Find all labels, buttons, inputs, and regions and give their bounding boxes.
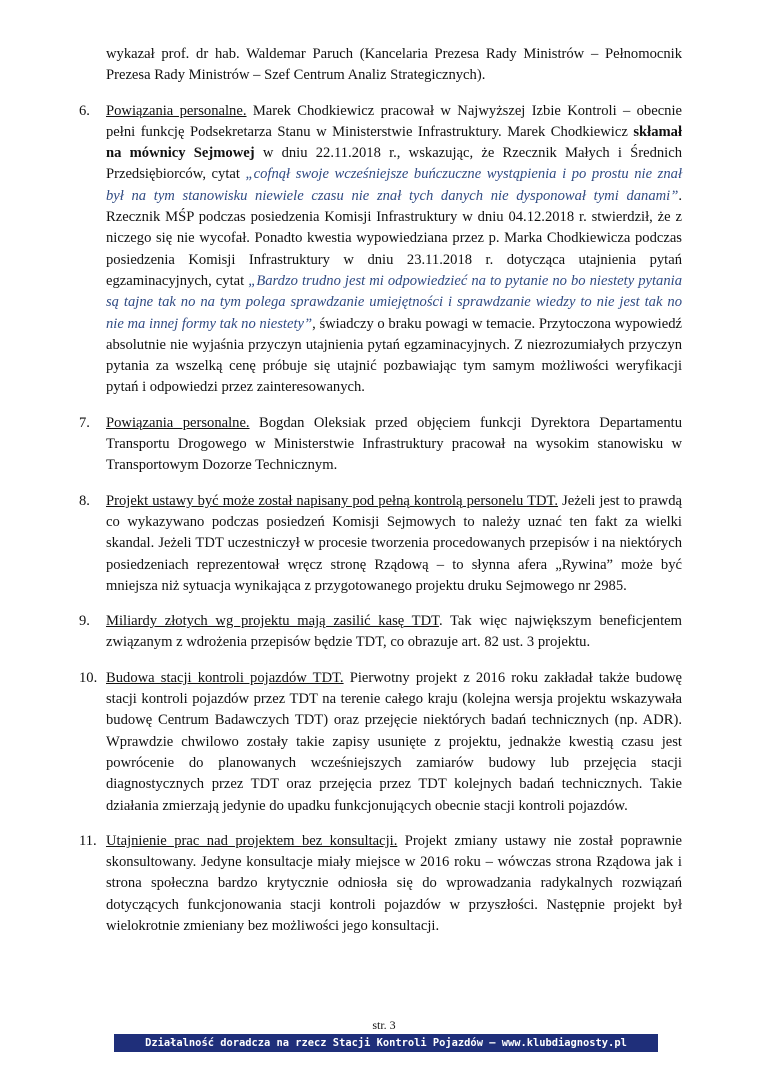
item-number: 8.: [79, 492, 90, 509]
item-number: 11.: [79, 832, 97, 849]
item-heading: Projekt ustawy być może został napisany pod pełną kontrolą personelu TDT.: [106, 492, 559, 509]
list-item-9: [79, 611, 682, 654]
item-text: . Tak więc największym beneficjentem związanym z wdrożenia przepisów będzie TDT, co obrazuje art. 82 ust. 3 projektu.: [106, 613, 682, 651]
item-paragraph: [106, 101, 682, 399]
item-text: , świadczy o braku powagi w temacie. Przytoczona wypowiedź absolutnie nie wyjaśnia przyczyn utajnienia pytań egzaminacyjnych. Z niezrozumiałych przyczyn pytania za wszelką cenę próbuje się utajnić pozbawiając tym samym możliwości weryfikacji pytań i odpowiedzi przez zainteresowanych.: [106, 315, 682, 396]
item-number: 9.: [79, 613, 90, 630]
intro-continuation: wykazał prof. dr hab. Waldemar Paruch (Kancelaria Prezesa Rady Ministrów – Pełnomocnik Prezesa Rady Ministrów – Szef Centrum Analiz Strategicznych).: [106, 46, 682, 84]
item-heading: Powiązania personalne.: [106, 102, 247, 119]
item-text: w dniu 22.11.2018 r., wskazując, że Rzecznik Małych i Średnich Przedsiębiorców, cytat: [106, 145, 682, 183]
item-quote: „Bardzo trudno jest mi odpowiedzieć na to pytanie no bo niestety pytania są tajne tak no na tym polega sprawdzanie umiejętności i sprawdzanie wiedzy to nie jest tak no nie ma innej formy tak no niestety”: [106, 272, 682, 332]
item-text: Projekt zmiany ustawy nie został poprawnie skonsultowany. Jedyne konsultacje miały miejsce w 2016 roku – wówczas strona Rządowa jak i strona społeczna bardzo krytycznie odniosła się do wprowadzania radykalnych rozwiązań dotyczących funkcjonowania stacji kontroli pojazdów w przyszłości. Następnie projekt był wielokrotnie zmieniany bez możliwości jego konsultacji.: [106, 832, 682, 934]
item-number: 10.: [79, 669, 98, 686]
item-heading: Utajnienie prac nad projektem bez konsultacji.: [106, 832, 398, 849]
page-number: str. 3: [372, 1018, 396, 1032]
item-paragraph: [106, 491, 682, 597]
item-quote: „cofnął swoje wcześniejsze buńczuczne wystąpienia i po prostu nie znał był na tym stanowisku niewiele czasu nie znał tych danych nie dysponował tymi danami”: [106, 166, 683, 204]
item-text: Bogdan Oleksiak przed objęciem funkcji Dyrektora Departamentu Transportu Drogowego w Ministerstwie Infrastruktury pracował na wysokim stanowisku w Transportowym Dozorze Technicznym.: [106, 414, 682, 474]
item-text: Pierwotny projekt z 2016 roku zakładał także budowę stacji kontroli pojazdów przez TDT na terenie całego kraju (kolejna wersja projektu wskazywała budowę Centrum Badawczych TDT) oraz przejęcie niektórych badań technicznych (np. ADR). Wprawdzie chwilowo zostały takie zapisy usunięte z projektu, jednakże kwestią czasu jest powrócenie do planowanych wcześniejszych zamiarów budowy lub przejęcia stacji diagnostycznych przez TDT oraz przejęcia przez TDT kolejnych badań technicznych. Takie działania zmierzają jedynie do upadku funkcjonujących obecnie stacji kontroli pojazdów.: [106, 669, 682, 814]
item-heading: Budowa stacji kontroli pojazdów TDT.: [106, 669, 344, 686]
item-paragraph: [106, 668, 682, 817]
document-body: [79, 44, 682, 937]
item-number: 6.: [79, 102, 90, 119]
item-paragraph: [106, 831, 682, 937]
item-number: 7.: [79, 414, 90, 431]
list-item-6: [79, 101, 682, 399]
item-text: Marek Chodkiewicz pracował w Najwyższej Izbie Kontroli – obecnie pełni funkcję Podsekretarza Stanu w Ministerstwie Infrastruktury. Marek Chodkiewicz: [106, 102, 683, 140]
item-bold-text: skłamał na mównicy Sejmowej: [106, 123, 682, 162]
list-item-10: [79, 668, 682, 817]
list-item-7: [79, 413, 682, 477]
item-text: Jeżeli jest to prawdą co wykazywano podczas posiedzeń Komisji Sejmowych to należy uznać ten fakt za wielki skandal. Jeżeli TDT uczestniczył w procesie tworzenia procedowanych przepisów i na niektórych posiedzeniach reprezentował wręcz stronę Rządową – to słynna afera „Rywina” może być mniejsza niż sytuacja wynikająca z przygotowanego projektu druku Sejmowego nr 2985.: [106, 492, 682, 594]
item-paragraph: [106, 611, 682, 654]
item-heading: Miliardy złotych wg projektu mają zasilić kasę TDT: [106, 613, 439, 630]
list-item-11: [79, 831, 682, 937]
item-heading: Powiązania personalne.: [106, 414, 250, 431]
list-item-8: [79, 491, 682, 597]
item-paragraph: [106, 413, 682, 477]
footer-banner: Działalność doradcza na rzecz Stacji Kontroli Pojazdów – www.klubdiagnosty.pl: [114, 1034, 658, 1052]
item-text: . Rzecznik MŚP podczas posiedzenia Komisji Infrastruktury w dniu 04.12.2018 r. stwierdził, że z niczego się nie wycofał. Ponadto kwestia wypowiedziana przez p. Marka Chodkiewicza podczas posiedzenia Komisji Infrastruktury w dniu 23.11.2018 r. dotycząca utajnienia pytań egzaminacyjnych, cytat: [106, 187, 682, 289]
